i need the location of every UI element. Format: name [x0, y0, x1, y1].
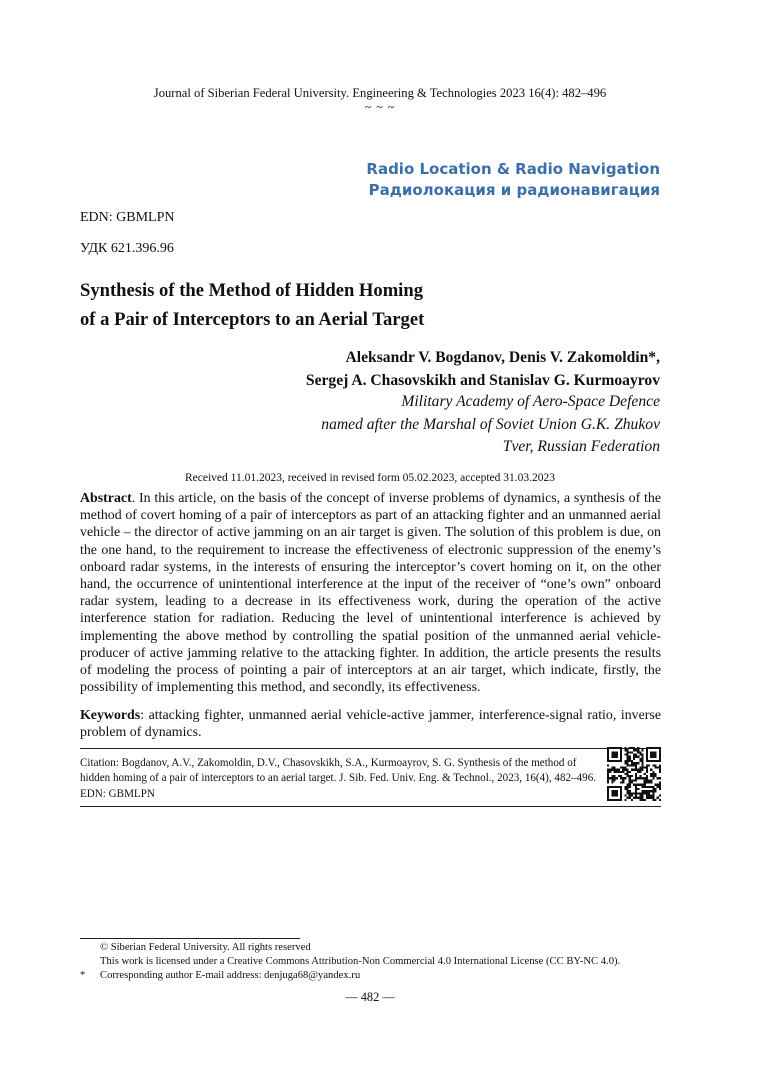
license-note: This work is licensed under a Creative Commons Attribution-Non Commercial 4.0 International License (CC BY-NC 4.0). [100, 956, 621, 967]
abstract-text: . In this article, on the basis of the concept of inverse problems of dynamics, a synthesis of the method of covert homing of a pair of interceptors as part of an attacking fighter and an unmanned aerial vehicle – the director of active jamming on an air target is given. The solution of this problem is due, on the one hand, to the requirement to increase the effectiveness of electronic suppression of the enemy’s onboard radar systems, in the interests of ensuring the interceptor’s covert homing on it, on the other hand, the occurrence of unintentional interference at the input of the receiver of “one’s own” onboard radar system, leading to a decrease in its effectiveness work, during the operation of the active interference station for radiation. Reducing the level of unintentional interference is achieved by implementing the above method by controlling the spatial position of the unmanned aerial vehicle-producer of active jamming relative to the attacking fighter. In addition, the article presents the results of modeling the process of pointing a pair of interceptors at an air target, which indicate, firstly, the possibility of implementing this method, and secondly, its effectiveness. [80, 491, 661, 696]
affiliation-line-1: Military Academy of Aero-Space Defence [401, 393, 660, 410]
citation: Citation: Bogdanov, A.V., Zakomoldin, D.V., Chasovskikh, S.A., Kurmoayrov, S. G. Synthesis of the method of hidden homing of a pair of interceptors to an aerial target. J. Sib. Fed. Univ. Eng. & Technol., 2023, 16(4), 482–496. EDN: GBMLPN [80, 757, 597, 800]
page-number: — 482 — [345, 990, 395, 1004]
edn-code: EDN: GBMLPN [80, 210, 175, 225]
received-dates: Received 11.01.2023, received in revised form 05.02.2023, accepted 31.03.2023 [184, 472, 556, 484]
affiliation-line-2: named after the Marshal of Soviet Union G.K. Zhukov [321, 415, 660, 433]
section-title-en: Radio Location & Radio Navigation [366, 160, 660, 178]
abstract-label: Abstract [80, 491, 132, 506]
authors [306, 346, 660, 392]
section-title-ru: Радиолокация и радионавигация [368, 181, 660, 199]
affiliation-line-3: Tver, Russian Federation [502, 438, 660, 456]
authors-line-1: Aleksandr V. Bogdanov, Denis V. Zakomoldin*, [345, 349, 660, 366]
authors-line-2: Sergej A. Chasovskikh and Stanislav G. Kurmoayrov [305, 372, 660, 389]
header-ornament: ~ ~ ~ [364, 100, 396, 114]
paper-title [80, 276, 424, 334]
journal-header: Journal of Siberian Federal University. Engineering & Technologies 2023 16(4): 482–496 [153, 86, 607, 100]
keywords-label: Keywords [80, 708, 141, 723]
citation-bottom-rule [80, 806, 661, 807]
keywords [80, 707, 661, 741]
paper-title-line-2: of a Pair of Interceptors to an Aerial Target [80, 309, 425, 330]
keywords-text: : attacking fighter, unmanned aerial vehicle-active jammer, interference-signal ratio, inverse problem of dynamics. [80, 708, 661, 741]
qr-code-icon [607, 747, 661, 801]
corresponding-author-note: Corresponding author E-mail address: denjuga68@yandex.ru [100, 970, 361, 981]
udk-code: УДК 621.396.96 [80, 241, 174, 256]
footnote-rule [80, 938, 300, 939]
footnote-marker: * [80, 970, 86, 981]
abstract [80, 490, 661, 696]
copyright-note: © Siberian Federal University. All rights reserved [100, 942, 311, 953]
affiliation [321, 391, 660, 459]
paper-title-line-1: Synthesis of the Method of Hidden Homing [80, 280, 423, 301]
citation-top-rule [80, 748, 661, 749]
